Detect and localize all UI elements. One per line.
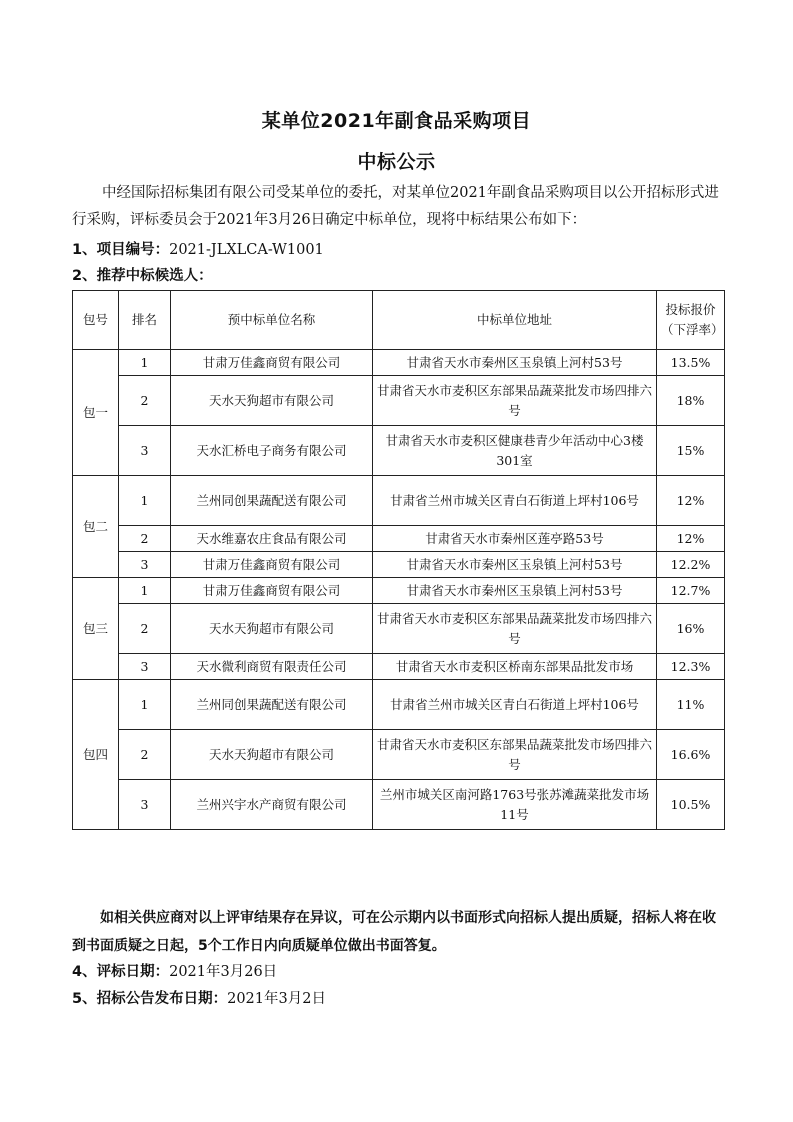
rate-cell: 12.3%: [657, 654, 725, 680]
table-row: [73, 780, 725, 830]
announcement-date-label: 5、招标公告发布日期：: [72, 991, 228, 1007]
address-cell: 甘肃省天水市麦积区东部果品蔬菜批发市场四排六号: [373, 730, 657, 780]
company-name-cell: 天水天狗超市有限公司: [171, 604, 373, 654]
rank-cell: 1: [119, 680, 171, 730]
rate-cell: 11%: [657, 680, 725, 730]
project-number-label: 1、项目编号：: [72, 242, 170, 258]
rank-cell: 2: [119, 604, 171, 654]
company-name-cell: 甘肃万佳鑫商贸有限公司: [171, 578, 373, 604]
package-cell: 包三: [73, 578, 119, 680]
table-header-row: [73, 291, 725, 350]
rate-cell: 16.6%: [657, 730, 725, 780]
evaluation-date-line: [72, 960, 277, 984]
rank-cell: 3: [119, 780, 171, 830]
rate-cell: 12.2%: [657, 552, 725, 578]
company-name-cell: 兰州兴宇水产商贸有限公司: [171, 780, 373, 830]
package-cell: 包一: [73, 350, 119, 476]
company-name-cell: 甘肃万佳鑫商贸有限公司: [171, 350, 373, 376]
table-row: [73, 680, 725, 730]
intro-paragraph: 中经国际招标集团有限公司受某单位的委托，对某单位2021年副食品采购项目以公开招标形式进行采购，评标委员会于2021年3月26日确定中标单位，现将中标结果公布如下：: [72, 185, 719, 228]
address-cell: 甘肃省天水市麦积区健康巷青少年活动中心3楼301室: [373, 426, 657, 476]
header-company-address: 中标单位地址: [373, 291, 657, 350]
objection-note: 如相关供应商对以上评审结果存在异议，可在公示期内以书面形式向招标人提出质疑，招标人将在收到书面质疑之日起，5个工作日内向质疑单位做出书面答复。: [72, 910, 716, 954]
rate-cell: 10.5%: [657, 780, 725, 830]
address-cell: 甘肃省天水市秦州区玉泉镇上河村53号: [373, 578, 657, 604]
address-cell: 甘肃省天水市秦州区玉泉镇上河村53号: [373, 552, 657, 578]
rank-cell: 2: [119, 526, 171, 552]
rank-cell: 2: [119, 730, 171, 780]
rank-cell: 3: [119, 552, 171, 578]
rank-cell: 3: [119, 426, 171, 476]
rate-cell: 16%: [657, 604, 725, 654]
table-row: [73, 730, 725, 780]
project-number-line: [72, 238, 324, 262]
announcement-date-line: [72, 987, 326, 1011]
table-row: [73, 654, 725, 680]
table-row: [73, 376, 725, 426]
rate-cell: 15%: [657, 426, 725, 476]
header-package: 包号: [73, 291, 119, 350]
address-cell: 甘肃省天水市秦州区莲亭路53号: [373, 526, 657, 552]
document-subtitle: 中标公示: [357, 151, 436, 173]
company-name-cell: 天水天狗超市有限公司: [171, 376, 373, 426]
announcement-date-value: 2021年3月2日: [227, 991, 326, 1007]
rate-cell: 18%: [657, 376, 725, 426]
table-row: [73, 604, 725, 654]
document-title: 某单位2021年副食品采购项目: [261, 110, 532, 132]
company-name-cell: 天水汇桥电子商务有限公司: [171, 426, 373, 476]
rate-cell: 13.5%: [657, 350, 725, 376]
candidates-heading: 2、推荐中标候选人：: [72, 268, 213, 284]
company-name-cell: 天水微利商贸有限责任公司: [171, 654, 373, 680]
rank-cell: 3: [119, 654, 171, 680]
table-row: [73, 578, 725, 604]
company-name-cell: 兰州同创果蔬配送有限公司: [171, 680, 373, 730]
rank-cell: 1: [119, 350, 171, 376]
company-name-cell: 天水维嘉农庄食品有限公司: [171, 526, 373, 552]
rank-cell: 2: [119, 376, 171, 426]
table-row: [73, 526, 725, 552]
header-bid-rate: 投标报价（下浮率）: [657, 291, 725, 350]
evaluation-date-label: 4、评标日期：: [72, 964, 170, 980]
evaluation-date-value: 2021年3月26日: [169, 964, 278, 980]
address-cell: 甘肃省天水市麦积区东部果品蔬菜批发市场四排六号: [373, 376, 657, 426]
table-row: [73, 552, 725, 578]
address-cell: 甘肃省天水市麦积区东部果品蔬菜批发市场四排六号: [373, 604, 657, 654]
address-cell: 甘肃省天水市麦积区桥南东部果品批发市场: [373, 654, 657, 680]
project-number-value: 2021-JLXLCA-W1001: [169, 242, 324, 258]
package-cell: 包四: [73, 680, 119, 830]
address-cell: 甘肃省兰州市城关区青白石街道上坪村106号: [373, 476, 657, 526]
address-cell: 甘肃省天水市秦州区玉泉镇上河村53号: [373, 350, 657, 376]
rate-cell: 12%: [657, 476, 725, 526]
rate-cell: 12.7%: [657, 578, 725, 604]
header-company-name: 预中标单位名称: [171, 291, 373, 350]
header-rank: 排名: [119, 291, 171, 350]
company-name-cell: 甘肃万佳鑫商贸有限公司: [171, 552, 373, 578]
package-cell: 包二: [73, 476, 119, 578]
address-cell: 兰州市城关区南河路1763号张苏滩蔬菜批发市场11号: [373, 780, 657, 830]
candidates-heading-line: [72, 264, 213, 288]
rank-cell: 1: [119, 578, 171, 604]
rate-cell: 12%: [657, 526, 725, 552]
table-row: [73, 426, 725, 476]
table-row: [73, 476, 725, 526]
company-name-cell: 兰州同创果蔬配送有限公司: [171, 476, 373, 526]
company-name-cell: 天水天狗超市有限公司: [171, 730, 373, 780]
address-cell: 甘肃省兰州市城关区青白石街道上坪村106号: [373, 680, 657, 730]
rank-cell: 1: [119, 476, 171, 526]
table-row: [73, 350, 725, 376]
candidates-table: [72, 290, 725, 830]
